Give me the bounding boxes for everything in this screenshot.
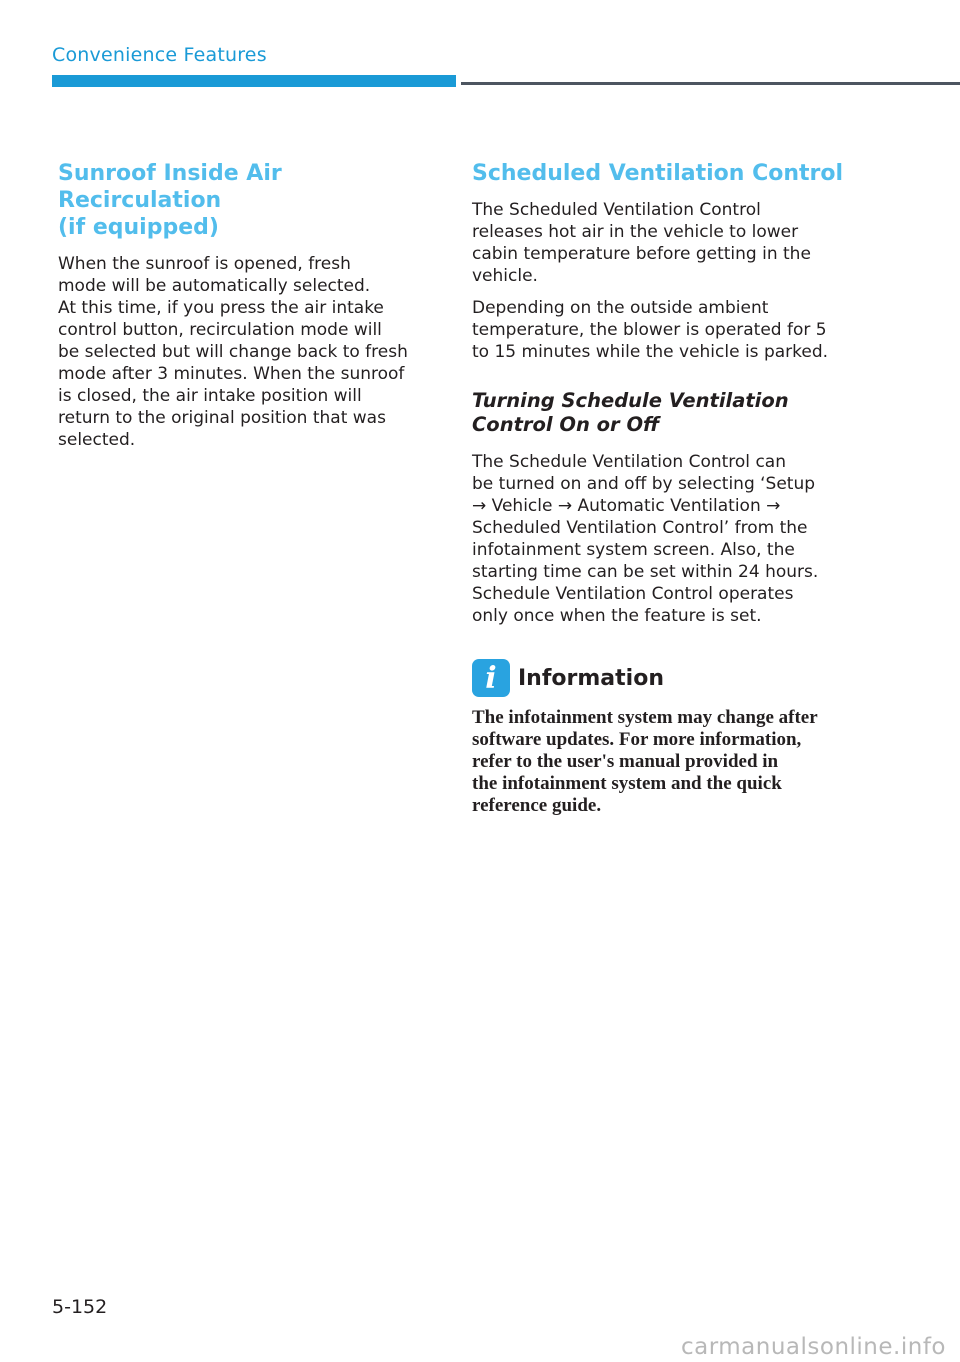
text-line: be selected but will change back to fresh: [58, 342, 408, 362]
text-line: reference guide.: [472, 795, 602, 816]
text-line: infotainment system screen. Also, the: [472, 540, 795, 560]
text-line: The infotainment system may change after: [472, 707, 818, 728]
text-line: refer to the user's manual provided in: [472, 751, 779, 772]
text-line: releases hot air in the vehicle to lower: [472, 222, 799, 242]
ventilation-paragraph-2: [472, 297, 857, 363]
text-line: return to the original position that was: [58, 408, 386, 428]
subheading-line2: Control On or Off: [472, 413, 660, 436]
text-line: the infotainment system and the quick: [472, 773, 782, 794]
right-column: [472, 160, 857, 817]
sunroof-heading: [58, 160, 438, 241]
text-line: starting time can be set within 24 hours.: [472, 562, 819, 582]
left-column: [58, 160, 438, 461]
text-line: control button, recirculation mode will: [58, 320, 382, 340]
text-line: be turned on and off by selecting ‘Setup: [472, 474, 816, 494]
information-body: [472, 707, 857, 817]
text-line: Depending on the outside ambient: [472, 298, 769, 318]
text-line: mode after 3 minutes. When the sunroof: [58, 364, 405, 384]
text-line: temperature, the blower is operated for 5: [472, 320, 827, 340]
text-line: vehicle.: [472, 266, 538, 286]
turning-on-off-subheading: [472, 389, 857, 437]
text-line: software updates. For more information,: [472, 729, 802, 750]
page-number: 5-152: [52, 1296, 108, 1318]
header-divider-line: [461, 82, 960, 85]
watermark: carmanualsonline.info: [680, 1334, 946, 1360]
text-line: selected.: [58, 430, 136, 450]
info-icon: i: [472, 659, 510, 697]
sunroof-heading-line1: Sunroof Inside Air Recirculation: [58, 161, 282, 213]
ventilation-heading: Scheduled Ventilation Control: [472, 161, 844, 186]
text-line: The Schedule Ventilation Control can: [472, 452, 786, 472]
information-box-header: [472, 659, 857, 697]
text-line: cabin temperature before getting in the: [472, 244, 811, 264]
text-line: mode will be automatically selected.: [58, 276, 371, 296]
subheading-line1: Turning Schedule Ventilation: [472, 389, 789, 412]
text-line: When the sunroof is opened, fresh: [58, 254, 351, 274]
ventilation-paragraph-3: [472, 451, 857, 627]
text-line: only once when the feature is set.: [472, 606, 762, 626]
text-line: Scheduled Ventilation Control’ from the: [472, 518, 808, 538]
text-line: The Scheduled Ventilation Control: [472, 200, 761, 220]
text-line: → Vehicle → Automatic Ventilation →: [472, 496, 781, 516]
ventilation-paragraph-1: [472, 199, 857, 287]
sunroof-paragraph: [58, 253, 438, 451]
header-accent-bar: [52, 75, 456, 87]
section-title: Convenience Features: [52, 44, 267, 66]
information-title: Information: [518, 665, 664, 691]
text-line: to 15 minutes while the vehicle is parked.: [472, 342, 829, 362]
text-line: At this time, if you press the air intake: [58, 298, 384, 318]
sunroof-heading-line2: (if equipped): [58, 215, 219, 240]
text-line: Schedule Ventilation Control operates: [472, 584, 794, 604]
text-line: is closed, the air intake position will: [58, 386, 362, 406]
